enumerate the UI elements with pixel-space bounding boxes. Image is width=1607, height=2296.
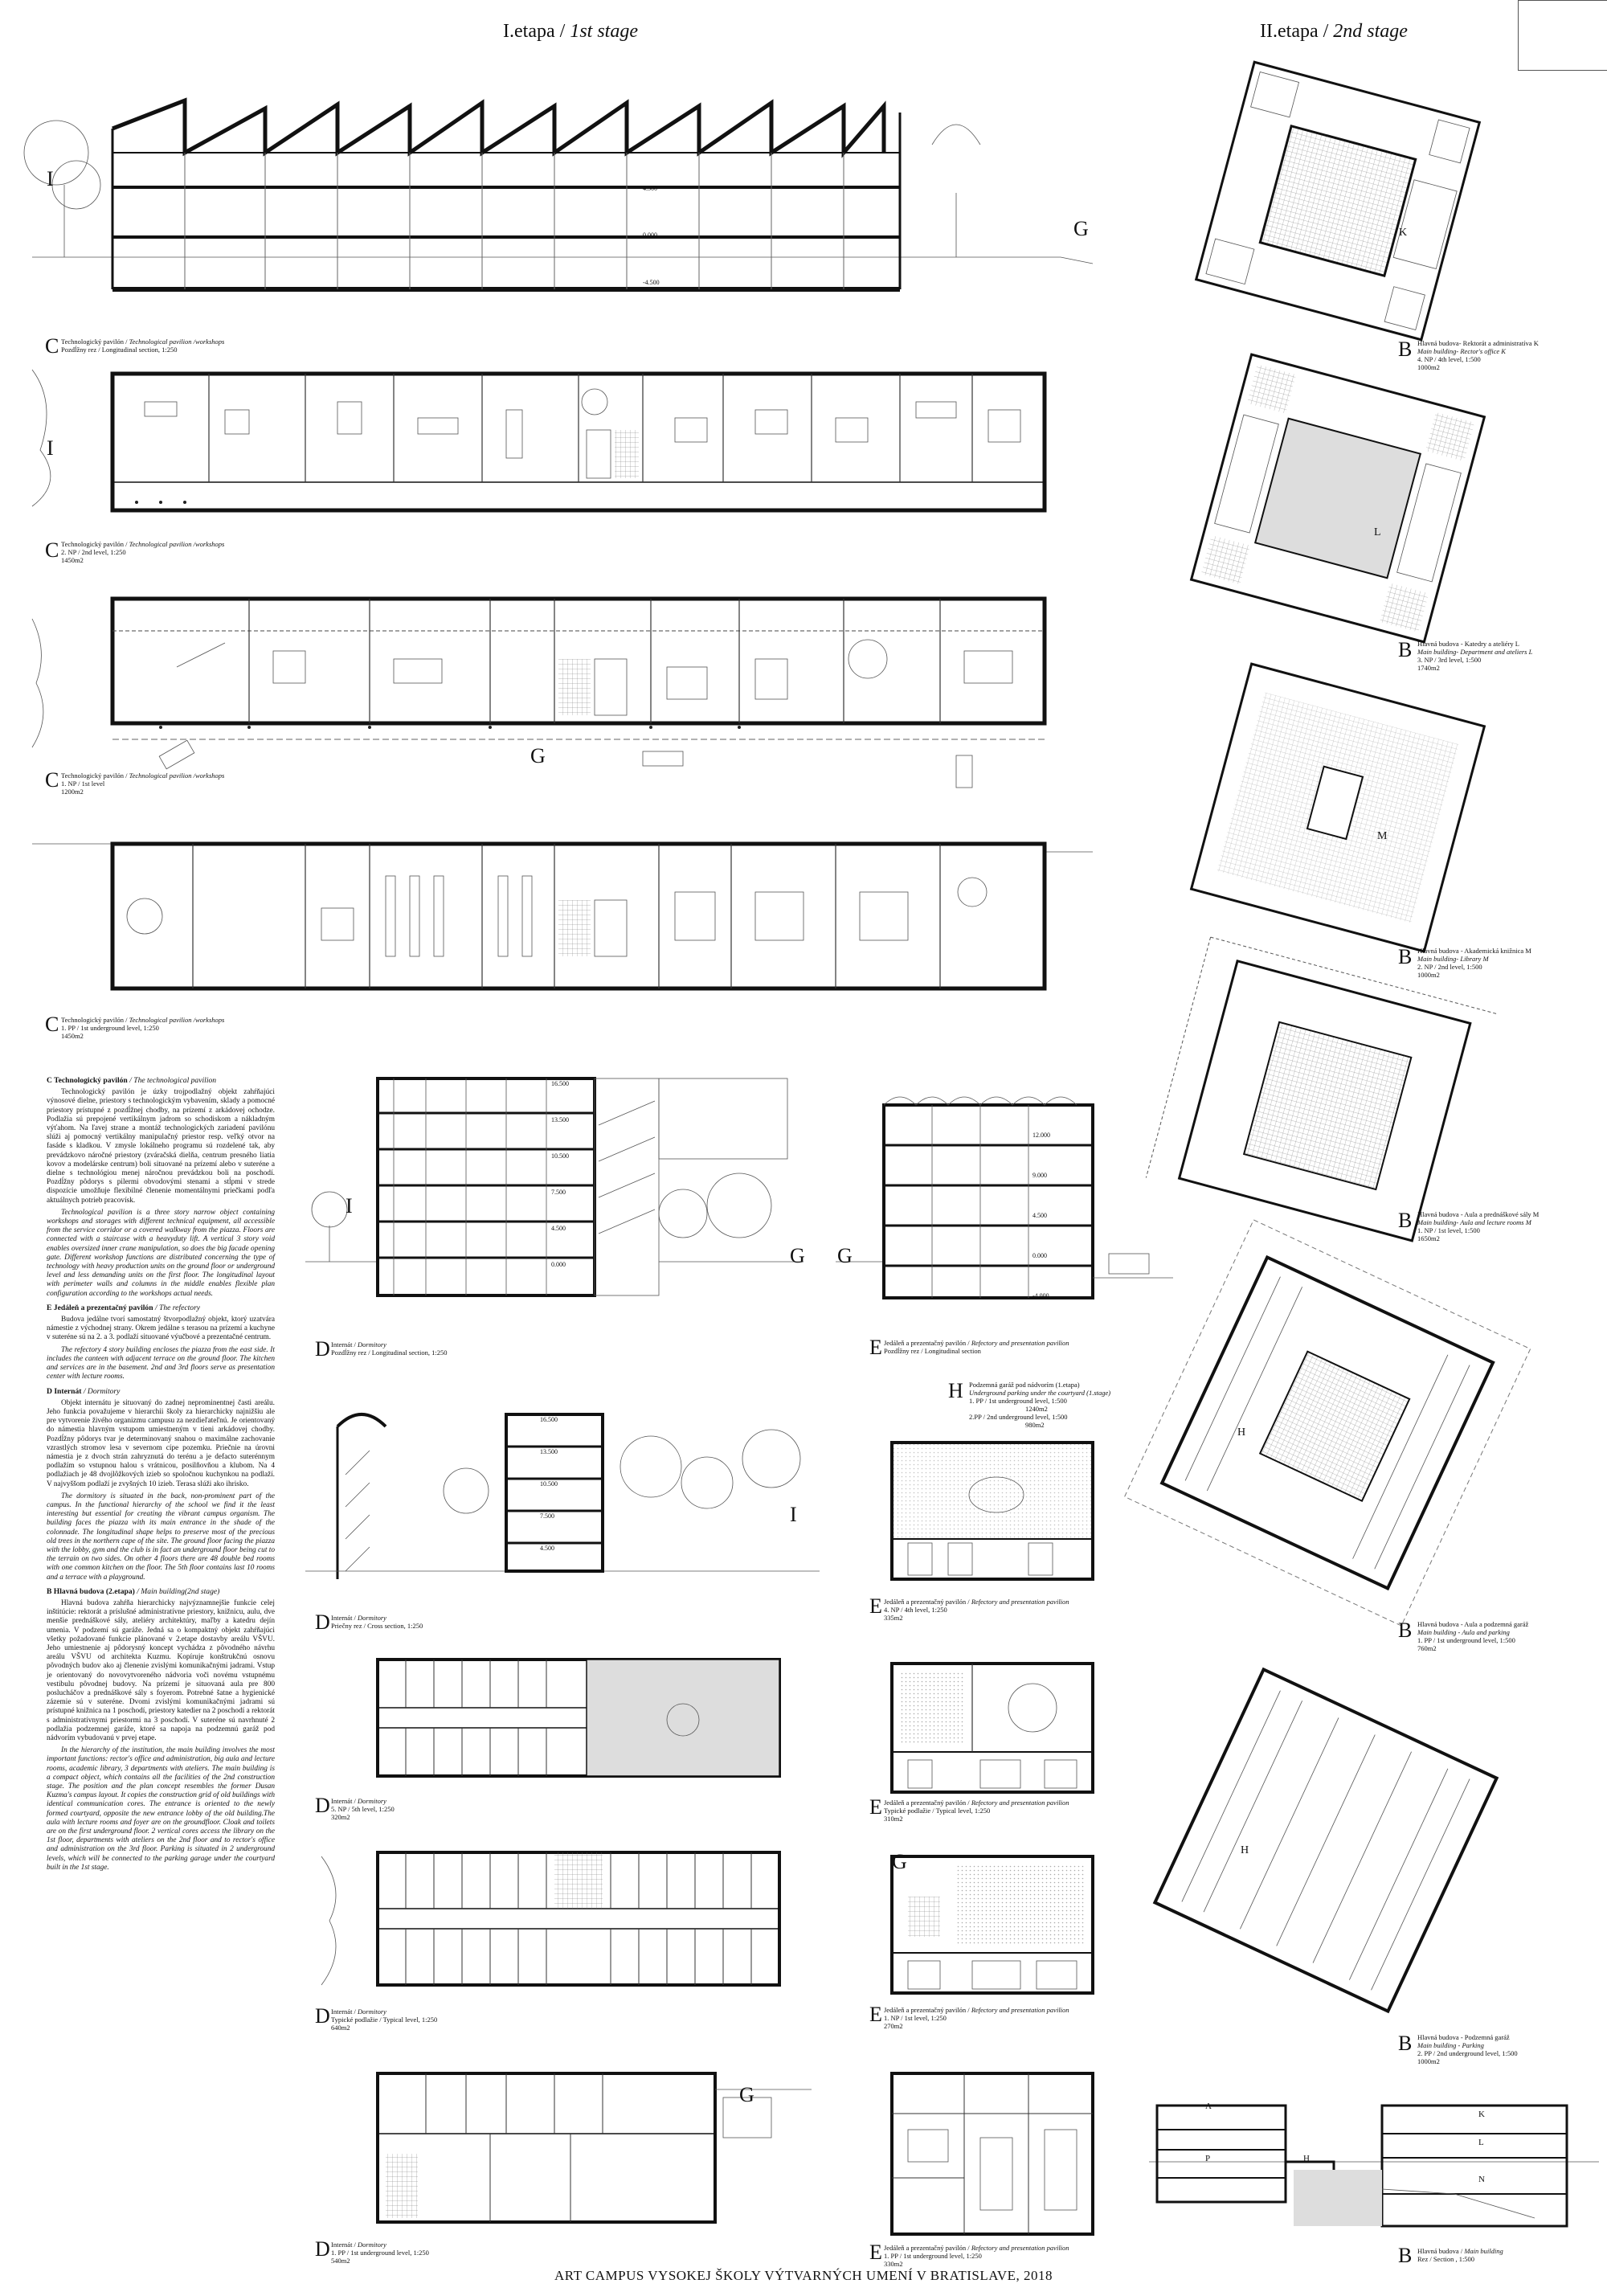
caption-main-1pp: Hlavná budova - Aula a podzemná garáž Main building - Aula and parking 1. PP / 1st underground level, 1:500 760m2 bbox=[1417, 1620, 1529, 1652]
marker-c: C bbox=[45, 768, 59, 792]
refectory-1pp-plan bbox=[876, 2065, 1109, 2242]
marker-g: G bbox=[837, 1244, 853, 1267]
level-label: 9.000 bbox=[1032, 1172, 1047, 1179]
tech-pavilion-1np-plan bbox=[32, 587, 1093, 788]
section-heading-b: B Hlavná budova (2.etapa) / Main building(2nd stage) bbox=[47, 1586, 220, 1596]
marker-e: E bbox=[869, 1594, 882, 1618]
marker-b: B bbox=[1398, 638, 1413, 661]
level-label: 16.500 bbox=[540, 1416, 558, 1423]
section-label-n: N bbox=[1478, 2175, 1485, 2184]
level-label: -4.500 bbox=[643, 279, 660, 286]
level-label: 4.500 bbox=[643, 185, 657, 192]
marker-d: D bbox=[315, 1794, 330, 1817]
caption-dorm-1pp: Internát / Dormitory 1. PP / 1st underground level, 1:250 540m2 bbox=[331, 2241, 429, 2265]
level-label: 4.500 bbox=[1032, 1212, 1047, 1219]
marker-i: I bbox=[47, 167, 54, 190]
level-label: 10.500 bbox=[540, 1480, 558, 1488]
caption-dorm-cross-section: Internát / Dormitory Priečny rez / Cross section, 1:250 bbox=[331, 1614, 423, 1630]
level-label: 4.500 bbox=[540, 1545, 554, 1552]
caption-main-section: Hlavná budova / Main building Rez / Section , 1:500 bbox=[1417, 2247, 1503, 2263]
marker-g: G bbox=[1073, 217, 1089, 240]
marker-i: I bbox=[790, 1503, 797, 1526]
tech-pavilion-section-drawing bbox=[32, 56, 1093, 321]
section-label-l: L bbox=[1478, 2138, 1484, 2147]
label-h: H bbox=[1237, 1426, 1246, 1439]
level-label: 0.000 bbox=[1032, 1252, 1047, 1259]
level-label: 7.500 bbox=[540, 1512, 554, 1520]
marker-g: G bbox=[739, 2083, 754, 2106]
marker-b: B bbox=[1398, 1209, 1413, 1232]
caption-tech-2np: Technologický pavilón / Technological pavilion /workshops 2. NP / 2nd level, 1:250 1450m2 bbox=[61, 540, 225, 564]
level-label: 4.500 bbox=[551, 1225, 566, 1232]
text-d-en: The dormitory is situated in the back, non-prominent part of the campus. In the functional hierarchy of the school we find it the least interesting but essential for creating the vibrant campus organism. The building faces the piazza with its main entrance in the shade of the colonnade. The longitudinal shape helps to preserve most of the precious old trees in the northern cape of the site. The ground floor facing the piazza with the lobby, gym and the club is in fact an underground floor being cut to the terrain on two sides. On other 4 floors there are 48 double bed rooms with one common kitchen on the floor. The 5th floor contains last 10 rooms and a terrace with a playground. bbox=[47, 1492, 275, 1582]
refectory-section bbox=[836, 1069, 1173, 1318]
dorm-5np-plan bbox=[346, 1647, 812, 1792]
section-label-h: H bbox=[1303, 2154, 1310, 2163]
caption-tech-1pp: Technologický pavilón / Technological pavilion /workshops 1. PP / 1st underground level, 1:250 1450m2 bbox=[61, 1016, 225, 1040]
level-label: 13.500 bbox=[540, 1448, 558, 1455]
main-building-1pp-plan bbox=[1125, 1230, 1527, 1623]
main-building-1np-plan bbox=[1149, 964, 1503, 1230]
marker-e: E bbox=[869, 2241, 882, 2264]
marker-g: G bbox=[790, 1244, 805, 1267]
text-b-sk: Hlavná budova zahŕňa hierarchicky najvýznamnejšie funkcie celej inštitúcie: rektorát a príslušné administratívne priestory, knižnicu, aulu, dve menšie prednáškové sály, ateliéry architektúry, maľby a katedru dejín umenia. V podzemí sú garáže. Jedná sa o kompaktný objekt zahŕňajúci všetky požadované funkcie plánované v 2.etape dostavby areálu VŠVU. Jeho umiestnenie aj pôdorysný koncept vychádza z pôvodného návrhu areálu VŠVU od architekta Kuzmu. Kopíruje konštrukčnú osnovu pôvodných budov ako aj členenie zvislými komunikačnými jadrami. Vstup je orientovaný do novovytvoreného nádvoria voči novému vstupnému vestibulu pôvodnej budovy. Na prízemí je situovaná aula pre 800 poslucháčov a prednáškové sály s foyerom. Potrebné šatne a hygienické zázemie sú v suteréne. Dvomi zvislými komunikačnými jadrami sú prístupné knižnica na 1 poschodí, priestory katedier na 2 poschodí a rektorát s administratívnymi priestormi na 3 poschodí. V suteréne sú navrhnuté 2 podlažia podzemnej garáže, ktoré sa napoja na podzemnú garáž pod nádvorím vybudovanú v prvej etape. bbox=[47, 1598, 275, 1743]
main-building-4np-plan bbox=[1189, 64, 1486, 338]
section-heading-c: C Technologický pavilón / The technological pavilion bbox=[47, 1076, 217, 1085]
marker-d: D bbox=[315, 2004, 330, 2028]
caption-main-2np: Hlavná budova - Akademická knižnica M Main building- Library M 2. NP / 2nd level, 1:500 1000m2 bbox=[1417, 947, 1531, 979]
section-heading-d: D Internát / Dormitory bbox=[47, 1386, 121, 1396]
main-building-2np-plan bbox=[1181, 667, 1495, 948]
label-m: M bbox=[1377, 830, 1388, 842]
level-label: 10.500 bbox=[551, 1152, 569, 1160]
caption-underground-parking: Podzemná garáž pod nádvorím (1.etapa) Underground parking under the courtyard (1.stage) 1. PP / 1st underground level, 1:500 1240m2 2.PP / 2nd underground level, 1:500 980m2 bbox=[969, 1381, 1111, 1429]
description-column bbox=[47, 1071, 275, 1876]
caption-tech-1np: Technologický pavilón / Technological pavilion /workshops 1. NP / 1st level 1200m2 bbox=[61, 771, 225, 796]
section-heading-e: E Jedáleň a prezentačný pavilón / The refectory bbox=[47, 1303, 201, 1312]
label-l: L bbox=[1374, 526, 1381, 538]
marker-g: G bbox=[892, 1850, 907, 1873]
marker-d: D bbox=[315, 1337, 330, 1361]
marker-c: C bbox=[45, 334, 59, 358]
caption-dorm-long-section: Internát / Dormitory Pozdĺžny rez / Longitudinal section, 1:250 bbox=[331, 1340, 448, 1357]
marker-i: I bbox=[346, 1194, 353, 1218]
caption-refectory-section: Jedáleň a prezentačný pavilón / Refectory and presentation pavilion Pozdĺžny rez / Longitudinal section bbox=[884, 1339, 1069, 1355]
marker-g: G bbox=[530, 744, 546, 767]
text-c-en: Technological pavilion is a three story narrow object containing workshops and storages with different technical equipment, all accessible from the service corridor or a covered walkway from the piazza. Floors are connected with a staircase with a heavyduty lift. A vertical 3 story void enables oversized inner crane manipulation, so does the big facade opening gate. Different workshop functions are distributed concerning the type of technology with heavy production units on the ground floor or underground level and less demanding units on the first floor. The longitudinal layout with perimeter walls and columns in the middle enables flexible plan configuration according to the workshops actual needs. bbox=[47, 1208, 275, 1298]
text-c-sk: Technologický pavilón je úzky trojpodlažný objekt zahŕňajúci výnosové dielne, priestory s technologickým vybavením, sklady a pomocné priestory prístupné z pozdĺžnej chodby, na prízemí z arkádovej ochodze. Podlažia sú prepojené vertikálnym jadrom so schodiskom a nákladným výťahom. Na ľavej strane a montáž technologických zariadení pavilónu slúži aj pomocný vertikálny manipulačný priestor resp. veľký otvor na fasáde s kladkou. V zmysle lokálneho programu sú rozdelené tak, aby prevádzkovo náročné priestory (zváračská dielňa, centrum presného liatia kovov a modelárske centrum) boli situované na prízemí alebo v suteréne a dielne s technológiou menej náročnou prevádzkou boli na poschodí. Pozdĺžny pôdorys s pilermi obvodovými stenami a stĺpmi v strede dispozície umožňuje flexibilné členenie momentálnymi priečkami podľa aktuálnych potrieb pracovísk. bbox=[47, 1088, 275, 1205]
dorm-cross-section bbox=[305, 1402, 820, 1611]
marker-c: C bbox=[45, 1013, 59, 1036]
level-label: 13.500 bbox=[551, 1116, 569, 1123]
marker-b: B bbox=[1398, 945, 1413, 968]
level-label: 12.000 bbox=[1032, 1132, 1050, 1139]
marker-h: H bbox=[948, 1379, 963, 1402]
caption-main-3np: Hlavná budova - Katedry a ateliéry L Main building- Department and ateliers L 3. NP / 3rd level, 1:500 1740m2 bbox=[1417, 640, 1533, 672]
caption-main-2pp: Hlavná budova - Podzemná garáž Main building - Parking 2. PP / 2nd underground level, 1:500 1000m2 bbox=[1417, 2033, 1518, 2065]
marker-c: C bbox=[45, 538, 59, 562]
marker-b: B bbox=[1398, 2032, 1413, 2055]
main-building-section bbox=[1149, 2073, 1599, 2242]
tech-pavilion-1pp-plan bbox=[32, 828, 1093, 1013]
refectory-typical-plan bbox=[876, 1647, 1109, 1808]
marker-b: B bbox=[1398, 1619, 1413, 1642]
dorm-typical-plan bbox=[321, 1840, 812, 2001]
level-label: 0.000 bbox=[643, 231, 657, 239]
label-k: K bbox=[1399, 227, 1408, 239]
text-d-sk: Objekt internátu je situovaný do zadnej neprominentnej časti areálu. Jeho funkcia považujeme v hierarchii školy za hierarchicky najnižšiu ale pre vytvorenie živého organizmu campusu za nezdieľateľnú. Je orientovaný do námestia hlavným vstupom umiestneným v tieni arkádovej chodby. Pozdĺžny pôdorys tvar je determinovaný snahou o maximálne zachovanie vzrastlých stromov lesa v severnom cípe pozemku. Priečnie na úrovni námestia je z dvoch strán zahryznutá do terénu a je defacto suterénnym podlažím so vstupnou halou s vrátnicou, posilňovňou a klubom. Na 4 podlažiach je 48 dvojlôžkových izieb so spoločnou kuchynkou na podlaží. V najvyššom podlaží je zvyšných 10 izieb. Terasa slúži ako ihrisko. bbox=[47, 1398, 275, 1488]
caption-refectory-typical: Jedáleň a prezentačný pavilón / Refectory and presentation pavilion Typické podlažie / Typical level, 1:250 310m2 bbox=[884, 1799, 1069, 1823]
caption-refectory-4np: Jedáleň a prezentačný pavilón / Refectory and presentation pavilion 4. NP / 4th level, 1:250 335m2 bbox=[884, 1598, 1069, 1622]
marker-e: E bbox=[869, 2003, 882, 2026]
refectory-1np-plan bbox=[876, 1848, 1109, 2001]
caption-tech-section: Technologický pavilón / Technological pavilion /workshops Pozdĺžny rez / Longitudinal section, 1:250 bbox=[61, 338, 225, 354]
level-label: -4.000 bbox=[1032, 1292, 1049, 1299]
caption-refectory-1np: Jedáleň a prezentačný pavilón / Refectory and presentation pavilion 1. NP / 1st level, 1:250 270m2 bbox=[884, 2006, 1069, 2030]
section-label-k: K bbox=[1478, 2110, 1485, 2119]
tech-pavilion-2np-plan bbox=[32, 370, 1093, 530]
caption-main-1np: Hlavná budova - Aula a prednáškové sály M Main building- Aula and lecture rooms M 1. NP / 1st level, 1:500 1650m2 bbox=[1417, 1210, 1540, 1242]
refectory-4np-plan bbox=[876, 1422, 1109, 1599]
corner-frame bbox=[1518, 0, 1607, 71]
main-building-2pp-plan bbox=[1125, 1647, 1527, 2033]
text-e-sk: Budova jedálne tvorí samostatný štvorpodlažný objekt, ktorý uzatvára námestie z východnej strany. Okrem jedálne s terasou na prízemí a kuchyne v suteréne sú na 2. a 3. podlaží situované výučbové a prezentačné centrum. bbox=[47, 1316, 275, 1342]
marker-e: E bbox=[869, 1795, 882, 1819]
section-label-a: A bbox=[1205, 2102, 1212, 2111]
level-label: 0.000 bbox=[551, 1261, 566, 1268]
marker-b: B bbox=[1398, 2244, 1413, 2267]
level-label: 16.500 bbox=[551, 1080, 569, 1087]
caption-dorm-5np: Internát / Dormitory 5. NP / 5th level, 1:250 320m2 bbox=[331, 1797, 395, 1821]
label-h: H bbox=[1241, 1844, 1249, 1856]
caption-dorm-typical: Internát / Dormitory Typické podlažie / Typical level, 1:250 640m2 bbox=[331, 2007, 438, 2032]
text-b-en: In the hierarchy of the institution, the main building involves the most important functions: rector's office and administration, big aula and lecture rooms, academic library, 3 departments with ateliers. The main building is a compact object, which contains all the facilities of the 2nd construction stage. The position and the plan concept resembles the former Dusan Kuzma's campus layout. It copies the construction grid of old buildings with identical communication cores. The entrance is oriented to the newly formed courtyard, opposite the new entrance lobby of the old building.The aula with lecture rooms and foyer are on the groundfloor. Cloak and toilets are on the first underground floor. 2 vertical cores access the library on the 1st floor, departments with ateliers on the 2nd floor and to rector's office and administration on the 3rd floor. Parking is situated in 2 underground levels, which will be connected to the parking garage under the courtyard built in the 1st stage. bbox=[47, 1746, 275, 1872]
marker-d: D bbox=[315, 1610, 330, 1634]
stage-1-title: I.etapa / 1st stage bbox=[503, 21, 638, 42]
caption-refectory-1pp: Jedáleň a prezentačný pavilón / Refectory and presentation pavilion 1. PP / 1st underground level, 1:250 330m2 bbox=[884, 2244, 1069, 2268]
text-e-en: The refectory 4 story building encloses the piazza from the east side. It includes the canteen with adjacent terrace on the ground floor. The kitchen and services are in the basement. 2nd and 3rd floors serve as presentation center with lecture rooms. bbox=[47, 1345, 275, 1381]
section-label-p: P bbox=[1205, 2154, 1211, 2163]
marker-d: D bbox=[315, 2237, 330, 2261]
level-label: 7.500 bbox=[551, 1189, 566, 1196]
caption-main-4np: Hlavná budova- Rektorát a administratíva K Main building- Rector's office K 4. NP / 4th level, 1:500 1000m2 bbox=[1417, 339, 1539, 371]
main-building-3np-plan bbox=[1181, 354, 1495, 643]
marker-i: I bbox=[47, 436, 54, 460]
stage-2-title: II.etapa / 2nd stage bbox=[1260, 21, 1408, 42]
marker-e: E bbox=[869, 1336, 882, 1359]
marker-b: B bbox=[1398, 338, 1413, 361]
footer-title: ART CAMPUS VYSOKEJ ŠKOLY VÝTVARNÝCH UMENÍ V BRATISLAVE, 2018 bbox=[554, 2268, 1053, 2283]
